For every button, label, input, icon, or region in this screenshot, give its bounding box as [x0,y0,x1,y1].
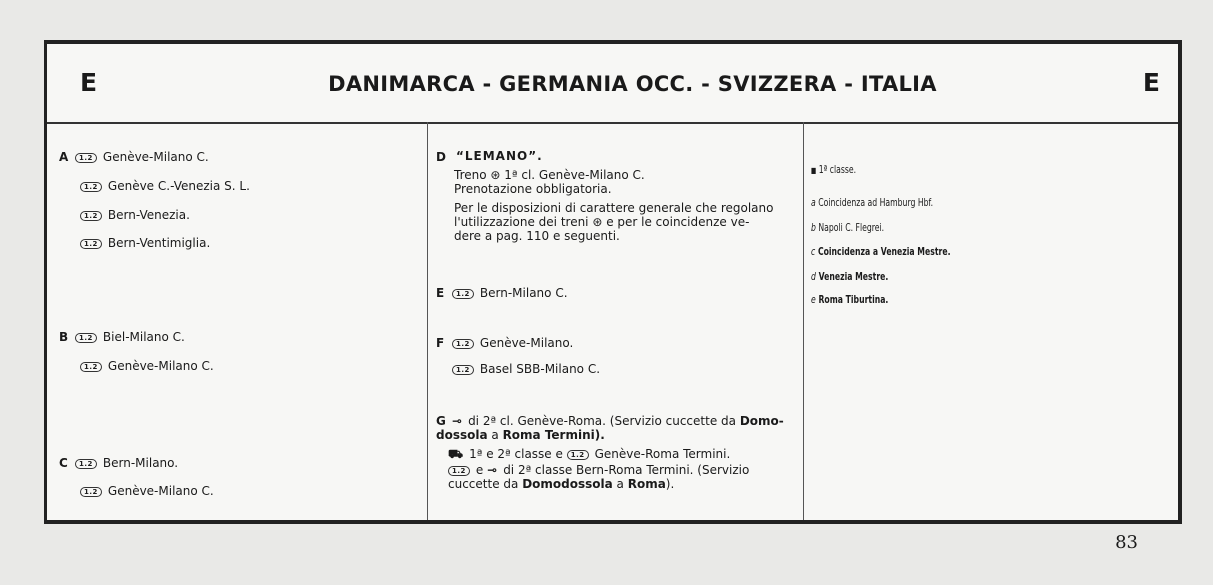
list-item: 1.2 Bern-Milano. [75,456,178,471]
couchette-badge: 1.2 [452,365,474,375]
note-item: b Napoli C. Flegrei. [811,221,885,234]
list-item: 1.2 Bern-Ventimiglia. [80,236,210,251]
page-title: DANIMARCA - GERMANIA OCC. - SVIZZERA - ITALIA [328,72,937,96]
train-name: “LEMANO”. [456,149,543,163]
column-left [47,122,427,520]
list-item: 1.2 Genève-Milano. [452,336,573,351]
section-code-left: E [80,68,98,97]
text-line: l'utilizzazione dei treni ⊛ e per le coincidenze ve- [454,215,750,229]
text-line: Prenotazione obbligatoria. [454,182,612,196]
couchette-badge: 1.2 [80,362,102,372]
couchette-badge: 1.2 [80,182,102,192]
timetable-frame [44,40,1182,524]
note-item: a Coincidenza ad Hamburg Hbf. [811,196,934,209]
entry-letter: A [59,150,69,164]
note-item: ■ 1ª classe. [811,163,857,176]
text-line: ⊸ di 2ª cl. Genève-Roma. (Servizio cuccette da Domo- [452,414,784,428]
note-item: d Venezia Mestre. [811,270,889,283]
text-line: dossola a Roma Termini). [436,428,605,442]
couchette-icon: ⊸ [487,463,498,477]
column-notes [804,122,1179,520]
couchette-icon: ⊸ [452,414,463,428]
text-line: dere a pag. 110 e seguenti. [454,229,620,243]
list-item: 1.2 Genève-Milano C. [75,150,209,165]
couchette-badge: 1.2 [567,450,589,460]
note-item: c Coincidenza a Venezia Mestre. [811,245,951,258]
entry-letter: D [436,150,446,164]
couchette-badge: 1.2 [80,211,102,221]
entry-letter: C [59,456,68,470]
list-item: 1.2 Basel SBB-Milano C. [452,362,600,377]
list-item: 1.2 Bern-Milano C. [452,286,568,301]
couchette-badge: 1.2 [448,466,470,476]
list-item: 1.2 Genève-Milano C. [80,484,214,499]
list-item: 1.2 Genève C.-Venezia S. L. [80,179,250,194]
couchette-badge: 1.2 [75,459,97,469]
couchette-badge: 1.2 [452,339,474,349]
list-item: 1.2 Bern-Venezia. [80,208,190,223]
couchette-badge: 1.2 [75,153,97,163]
header [47,44,1178,124]
couchette-badge: 1.2 [452,289,474,299]
entry-letter: B [59,330,69,344]
list-item: 1.2 Genève-Milano C. [80,359,214,374]
entry-letter: E [436,286,445,300]
entry-letter: G [436,414,446,428]
page-number: 83 [1115,532,1138,553]
list-item: 1.2 Biel-Milano C. [75,330,185,345]
couchette-badge: 1.2 [75,333,97,343]
couchette-badge: 1.2 [80,239,102,249]
sleeping-car-icon: ⛟ [448,447,464,461]
section-code-right: E [1142,68,1160,97]
entry-letter: F [436,336,445,350]
note-item: e Roma Tiburtina. [811,293,889,306]
text-line: 1.2 e ⊸ di 2ª classe Bern-Roma Termini. (Servizio [448,463,749,478]
text-line: Per le disposizioni di carattere generale che regolano [454,201,774,215]
couchette-badge: 1.2 [80,487,102,497]
text-line: ⛟ 1ª e 2ª classe e 1.2 Genève-Roma Termini. [448,447,731,461]
column-middle [428,122,803,520]
text-line: Treno ⊛ 1ª cl. Genève-Milano C. [454,168,645,182]
text-line: cuccette da Domodossola a Roma). [448,477,675,491]
